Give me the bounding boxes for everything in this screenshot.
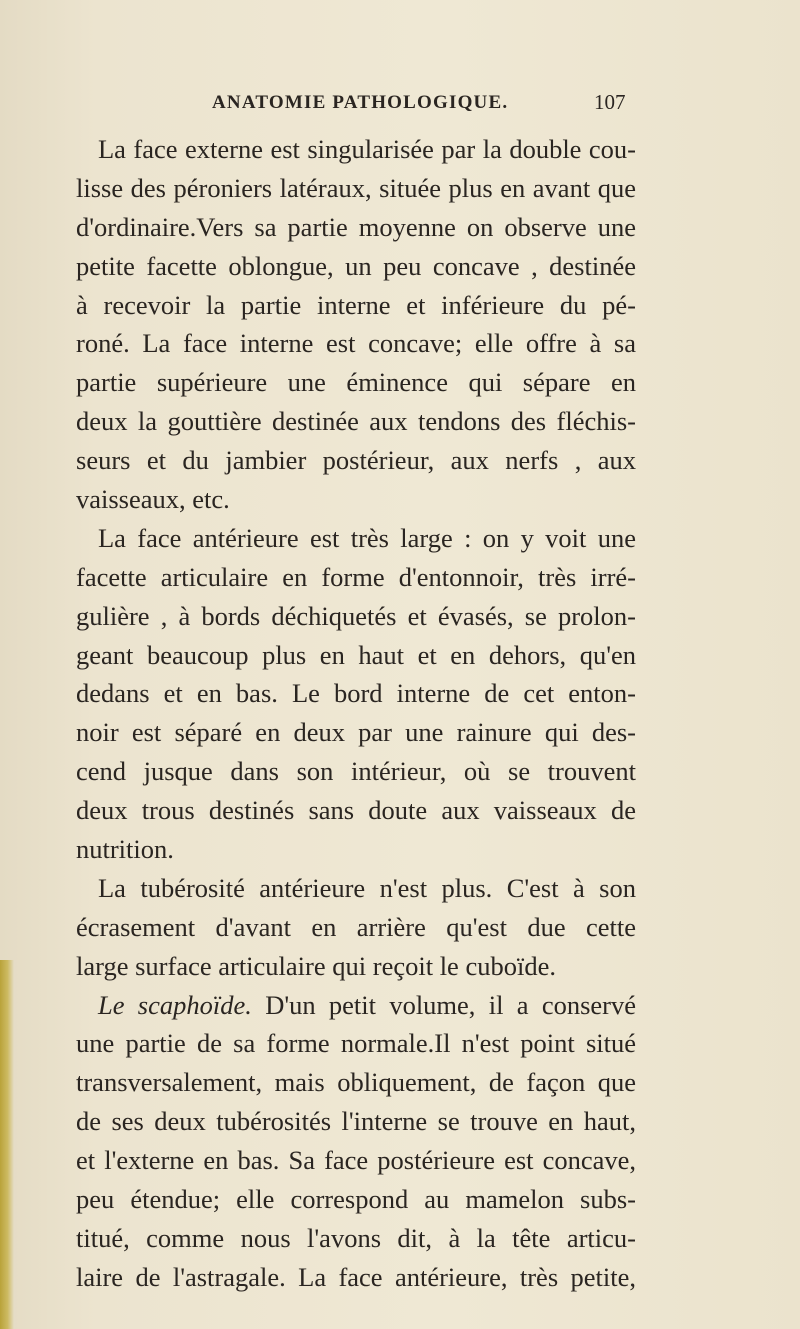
text-line: deux trous destinés sans doute aux vaisseaux de: [76, 795, 636, 826]
text-line: peu étendue; elle correspond au mamelon subs-: [76, 1184, 636, 1215]
text-line: partie supérieure une éminence qui sépare en: [76, 367, 636, 398]
text-line: gulière , à bords déchiquetés et évasés, se prolon-: [76, 600, 636, 631]
text-line: titué, comme nous l'avons dit, à la tête articu-: [76, 1222, 636, 1253]
page-edge-stain: [0, 960, 14, 1329]
text-line: geant beaucoup plus en haut et en dehors, qu'en: [76, 639, 636, 670]
text-line: dedans et en bas. Le bord interne de cet enton-: [76, 678, 636, 709]
text-line: La face externe est singularisée par la double cou-: [98, 134, 636, 164]
text-line: deux la gouttière destinée aux tendons des fléchis-: [76, 406, 636, 437]
text-line: La face antérieure est très large : on y voit une: [98, 522, 636, 553]
text-line: cend jusque dans son intérieur, où se trouvent: [76, 756, 636, 787]
text-line: La tubérosité antérieure n'est plus. C'est à son: [98, 872, 636, 903]
text-line: à recevoir la partie interne et inférieure du pé-: [76, 289, 636, 320]
text-line: large surface articulaire qui reçoit le cuboïde.: [76, 950, 556, 981]
text-line: noir est séparé en deux par une rainure qui des-: [76, 717, 636, 748]
running-head: ANATOMIE PATHOLOGIQUE.: [212, 92, 509, 113]
text-line: d'ordinaire.Vers sa partie moyenne on observe une: [76, 211, 636, 242]
text-line: écrasement d'avant en arrière qu'est due cette: [76, 911, 636, 942]
text-line: vaisseaux, etc.: [76, 484, 230, 515]
section-title: Le scaphoïde.: [98, 989, 252, 1020]
page-header: [0, 92, 800, 132]
text-line: et l'externe en bas. Sa face postérieure est concave,: [76, 1145, 636, 1176]
text-line: facette articulaire en forme d'entonnoir, très irré-: [76, 561, 636, 592]
text-line: petite facette oblongue, un peu concave , destinée: [76, 250, 636, 281]
body-text: [76, 130, 636, 1297]
text-line: une partie de sa forme normale.Il n'est point situé: [76, 1028, 636, 1059]
text-line: laire de l'astragale. La face antérieure, très petite,: [76, 1261, 636, 1292]
text-line: nutrition.: [76, 834, 174, 865]
text-line: Le scaphoïde. D'un petit volume, il a conservé: [98, 989, 636, 1020]
page-number: 107: [594, 90, 626, 114]
text-line: roné. La face interne est concave; elle offre à sa: [76, 328, 636, 359]
text-line: lisse des péroniers latéraux, située plus en avant que: [76, 172, 636, 203]
text-line: transversalement, mais obliquement, de façon que: [76, 1067, 636, 1098]
text-line: seurs et du jambier postérieur, aux nerfs , aux: [76, 445, 636, 476]
text-line: de ses deux tubérosités l'interne se trouve en haut,: [76, 1106, 636, 1137]
